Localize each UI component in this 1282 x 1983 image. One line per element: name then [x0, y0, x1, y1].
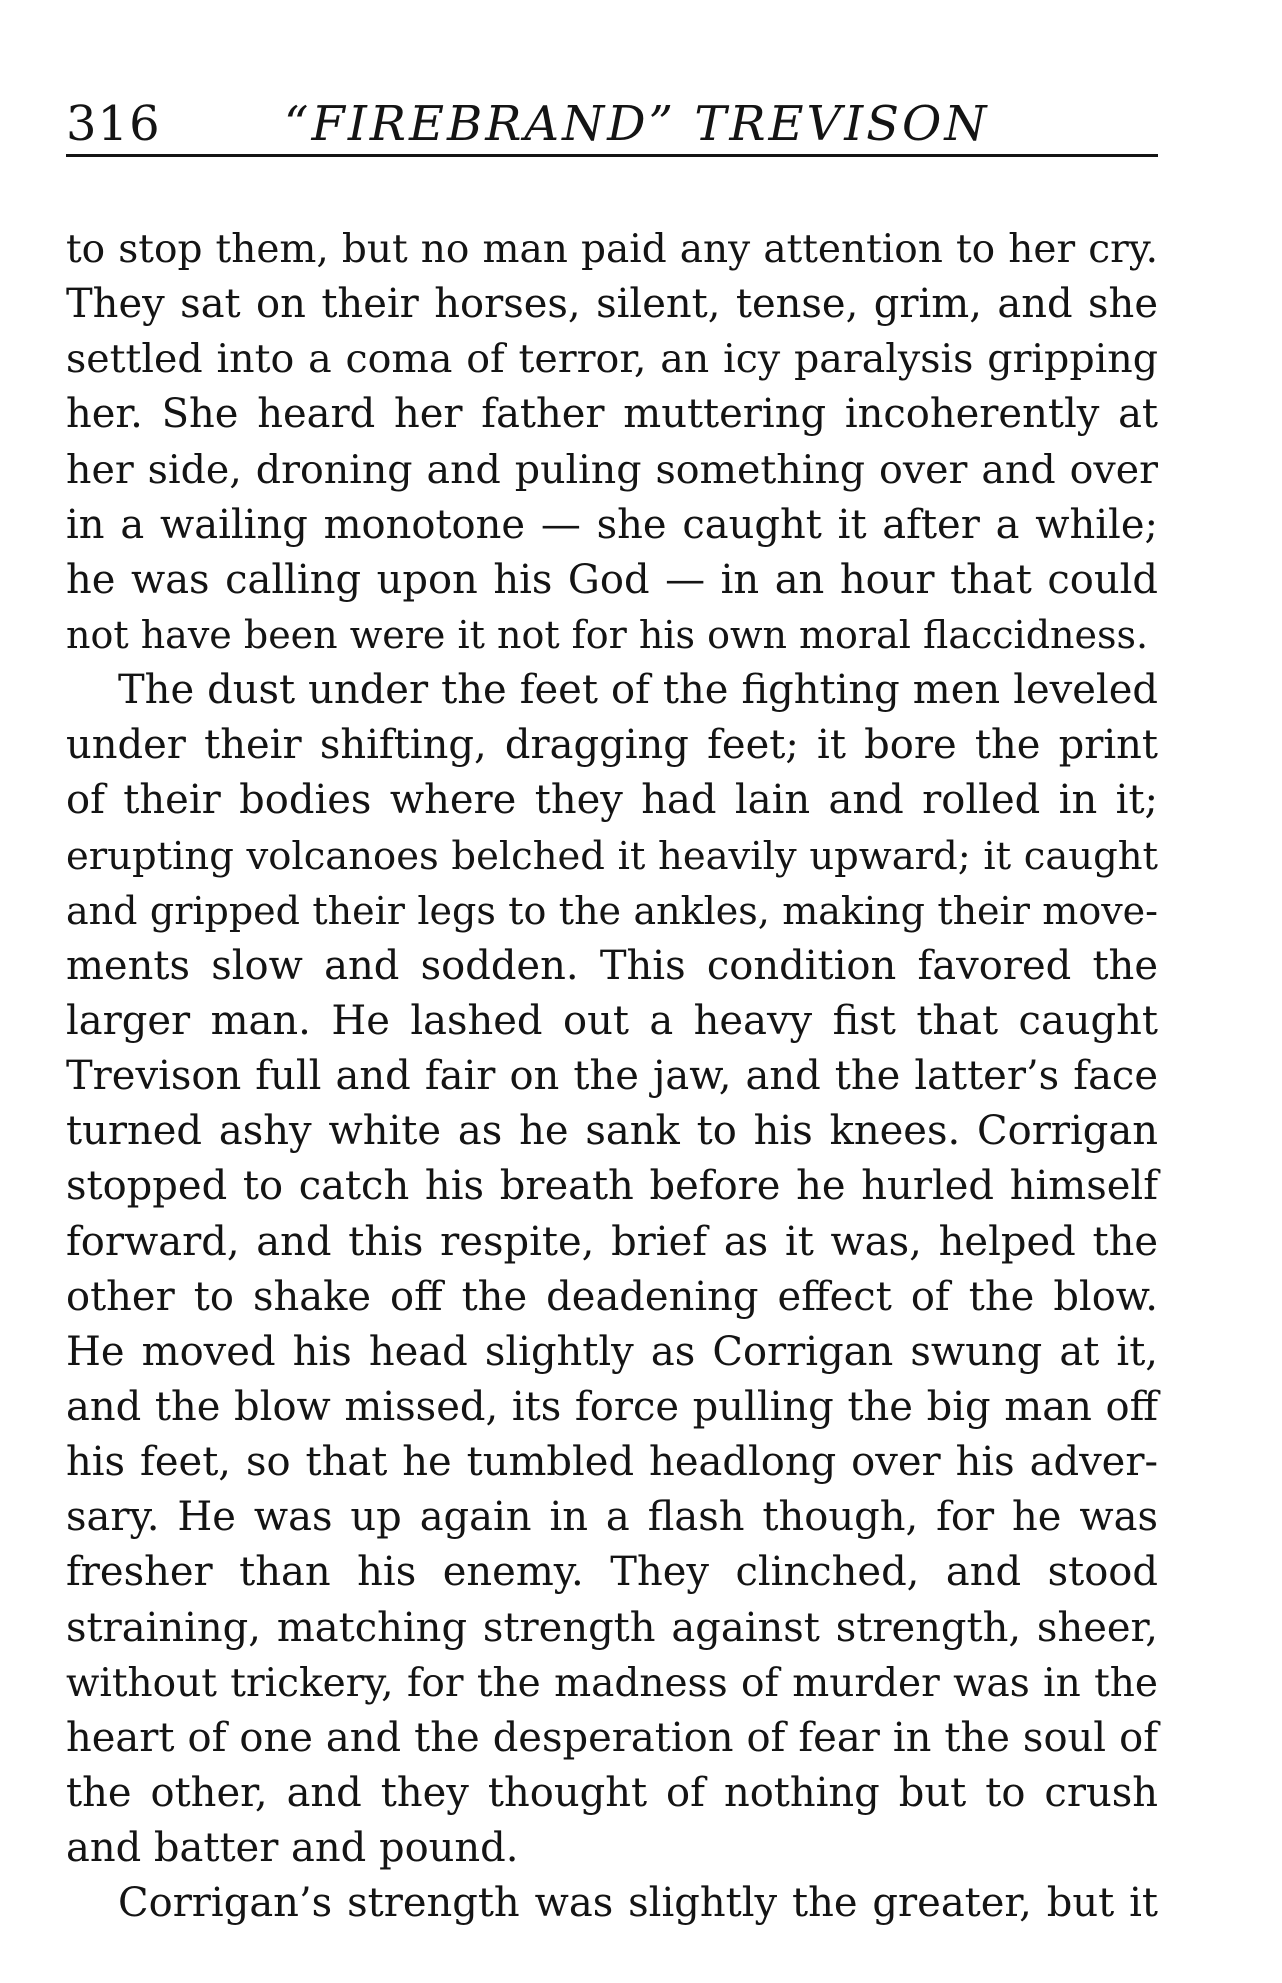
- text-line: Trevison full and fair on the jaw, and the latter’s face: [66, 1053, 1158, 1100]
- text-line: The dust under the feet of the fighting men leveled: [118, 667, 1158, 714]
- text-line: fresher than his enemy. They clinched, and stood: [66, 1549, 1158, 1596]
- text-line: erupting volcanoes belched it heavily upward; it caught: [66, 833, 1158, 879]
- text-line: without trickery, for the madness of murder was in the: [66, 1660, 1158, 1706]
- text-line: the other, and they thought of nothing but to crush: [66, 1769, 1158, 1816]
- text-line: forward, and this respite, brief as it was, helped the: [66, 1218, 1158, 1265]
- text-line: of their bodies where they had lain and rolled in it;: [66, 777, 1158, 824]
- running-head: [66, 92, 1158, 158]
- text-line: to stop them, but no man paid any attention to her cry.: [66, 227, 1158, 272]
- text-line: Corrigan’s strength was slightly the greater, but it: [118, 1880, 1158, 1927]
- text-line: straining, matching strength against strength, sheer,: [66, 1604, 1158, 1651]
- text-line: stopped to catch his breath before he hurled himself: [66, 1163, 1158, 1210]
- text-line: his feet, so that he tumbled headlong over his adver-: [66, 1439, 1158, 1486]
- text-line: turned ashy white as he sank to his knees. Corrigan: [66, 1108, 1158, 1155]
- text-line: sary. He was up again in a flash though, for he was: [66, 1494, 1158, 1541]
- text-line: not have been were it not for his own moral flaccidness.: [66, 612, 1149, 657]
- text-line: under their shifting, dragging feet; it bore the print: [66, 722, 1158, 769]
- body-text: [66, 222, 1158, 1931]
- text-line: settled into a coma of terror, an icy paralysis gripping: [66, 336, 1158, 383]
- text-line: and gripped their legs to the ankles, making their move-: [66, 888, 1158, 933]
- text-line: They sat on their horses, silent, tense, grim, and she: [66, 281, 1158, 328]
- header-rule: [66, 154, 1158, 157]
- text-line: ments slow and sodden. This condition favored the: [66, 942, 1158, 989]
- text-line: larger man. He lashed out a heavy fist that caught: [66, 997, 1158, 1044]
- text-line: heart of one and the desperation of fear in the soul of: [66, 1714, 1158, 1761]
- text-line: other to shake off the deadening effect of the blow.: [66, 1273, 1158, 1320]
- page-number: 316: [66, 96, 161, 152]
- running-title: “FIREBRAND” TREVISON: [284, 96, 990, 152]
- text-line: and batter and pound.: [66, 1825, 519, 1872]
- text-line: He moved his head slightly as Corrigan swung at it,: [66, 1328, 1158, 1375]
- text-line: her side, droning and puling something over and over: [66, 446, 1158, 493]
- text-line: he was calling upon his God — in an hour that could: [66, 556, 1158, 603]
- text-line: and the blow missed, its force pulling the big man off: [66, 1383, 1158, 1430]
- text-line: her. She heard her father muttering incoherently at: [66, 391, 1158, 438]
- text-line: in a wailing monotone — she caught it after a while;: [66, 501, 1158, 548]
